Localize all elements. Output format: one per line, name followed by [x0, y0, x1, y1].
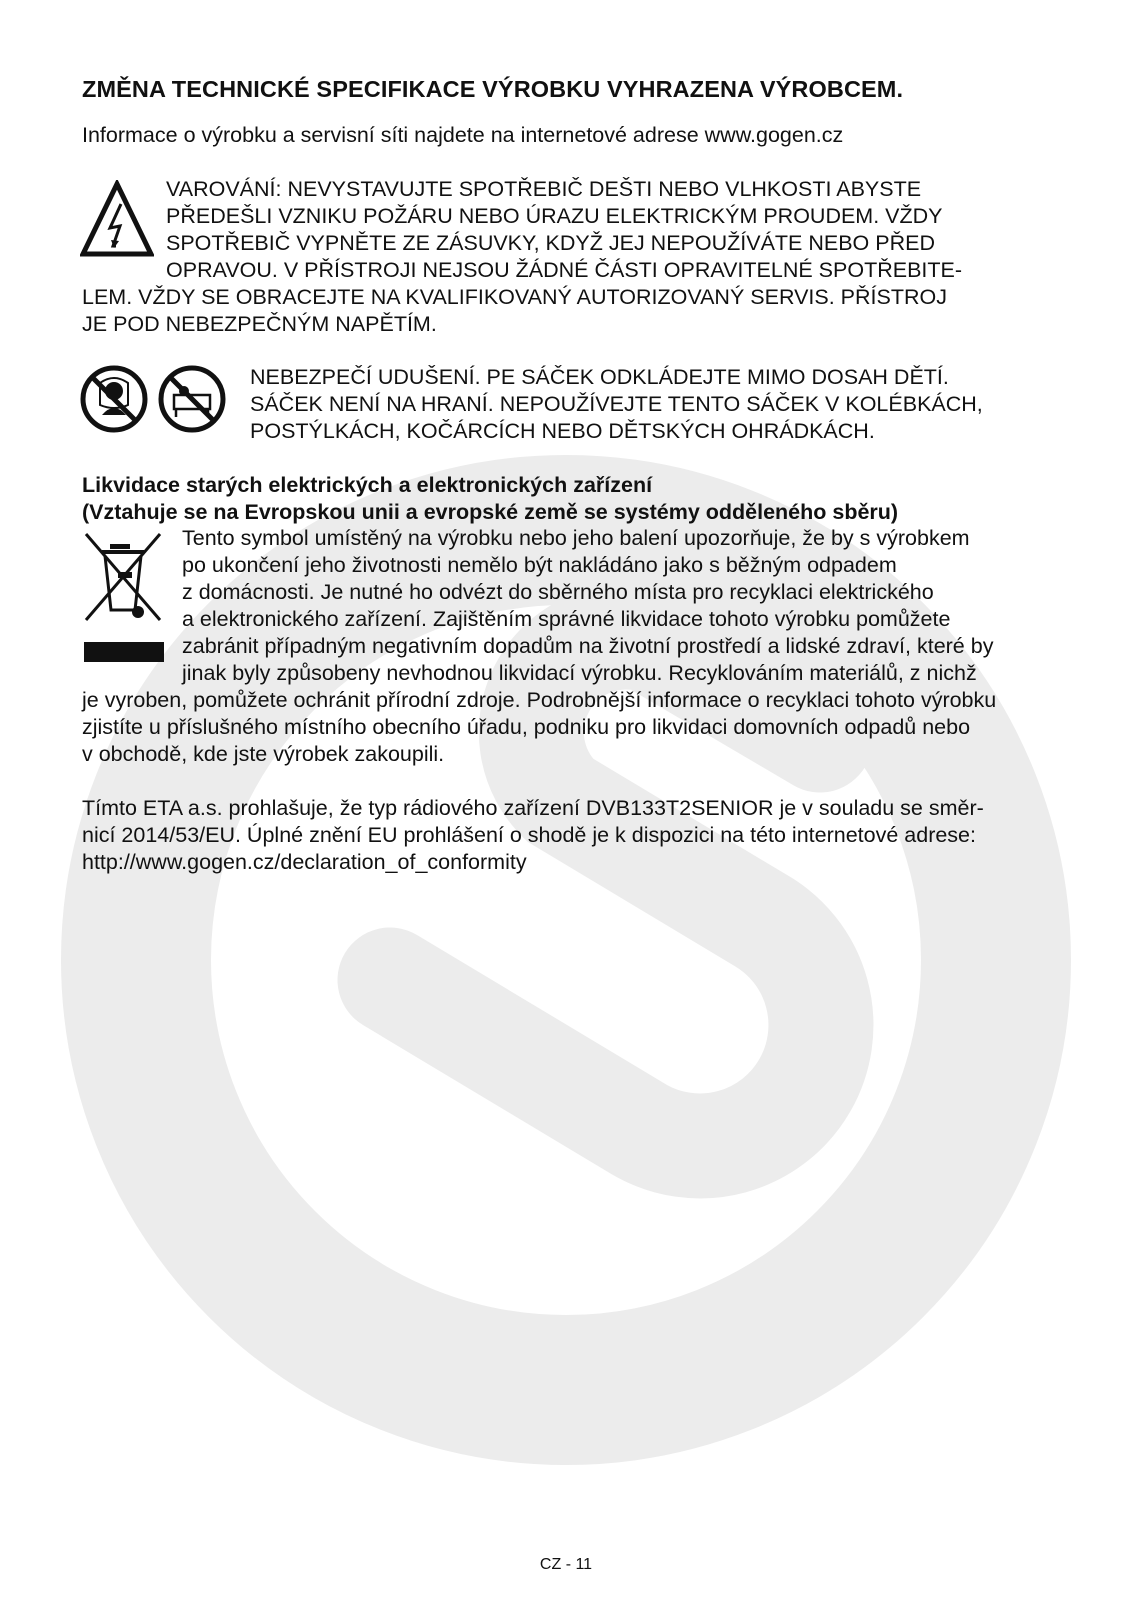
declaration-url: http://www.gogen.cz/declaration_of_conformity	[82, 850, 527, 874]
disposal-heading: Likvidace starých elektrických a elektronických zařízení	[82, 473, 653, 497]
suffocation-line: POSTÝLKÁCH, KOČÁRCÍCH NEBO DĚTSKÝCH OHRÁDKÁCH.	[250, 419, 875, 443]
warning-line: LEM. VŽDY SE OBRACEJTE NA KVALIFIKOVANÝ AUTORIZOVANÝ SERVIS. PŘÍSTROJ	[82, 285, 947, 309]
electric-shock-warning-icon	[80, 180, 154, 260]
disposal-line: je vyroben, pomůžete ochránit přírodní zdroje. Podrobnější informace o recyklaci tohoto výrobku	[82, 688, 997, 712]
crossed-out-wheelie-bin-icon	[80, 532, 168, 666]
declaration-line: nicí 2014/53/EU. Úplné znění EU prohlášení o shodě je k dispozici na této internetové adrese:	[82, 823, 976, 847]
disposal-subheading: (Vztahuje se na Evropskou unii a evropské země se systémy odděleného sběru)	[82, 500, 899, 524]
info-line: Informace o výrobku a servisní síti najdete na internetové adrese www.gogen.cz	[82, 123, 844, 147]
disposal-line: jinak byly způsobeny nevhodnou likvidací výrobku. Recyklováním materiálů, z nichž	[182, 661, 977, 685]
no-bag-over-head-icon	[80, 365, 148, 433]
warning-line: SPOTŘEBIČ VYPNĚTE ZE ZÁSUVKY, KDYŽ JEJ NEPOUŽÍVÁTE NEBO PŘED	[166, 231, 935, 255]
disposal-line: a elektronického zařízení. Zajištěním správné likvidace tohoto výrobku pomůžete	[182, 607, 951, 631]
disposal-line: zjistíte u příslušného místního obecního úřadu, podniku pro likvidaci domovních odpadů nebo	[82, 715, 971, 739]
declaration-line: Tímto ETA a.s. prohlašuje, že typ rádiového zařízení DVB133T2SENIOR je v souladu se směr-	[82, 796, 984, 820]
suffocation-line: SÁČEK NENÍ NA HRANÍ. NEPOUŽÍVEJTE TENTO SÁČEK V KOLÉBKÁCH,	[250, 392, 983, 416]
warning-line: VAROVÁNÍ: NEVYSTAVUJTE SPOTŘEBIČ DEŠTI NEBO VLHKOSTI ABYSTE	[166, 177, 922, 201]
no-bag-in-crib-icon	[158, 365, 226, 433]
page-number: CZ - 11	[539, 1556, 593, 1573]
warning-line: PŘEDEŠLI VZNIKU POŽÁRU NEBO ÚRAZU ELEKTRICKÝM PROUDEM. VŽDY	[166, 204, 943, 228]
page-title: ZMĚNA TECHNICKÉ SPECIFIKACE VÝROBKU VYHRAZENA VÝROBCEM.	[82, 76, 904, 102]
disposal-line: zabránit případným negativním dopadům na životní prostředí a lidské zdraví, které by	[182, 634, 994, 658]
disposal-line: po ukončení jeho životnosti nemělo být nakládáno jako s běžným odpadem	[182, 553, 897, 577]
warning-line: OPRAVOU. V PŘÍSTROJI NEJSOU ŽÁDNÉ ČÁSTI OPRAVITELNÉ SPOTŘEBITE-	[166, 258, 963, 282]
disposal-line: Tento symbol umístěný na výrobku nebo jeho balení upozorňuje, že by s výrobkem	[182, 526, 970, 550]
suffocation-line: NEBEZPEČÍ UDUŠENÍ. PE SÁČEK ODKLÁDEJTE MIMO DOSAH DĚTÍ.	[250, 365, 949, 389]
disposal-line: z domácnosti. Je nutné ho odvézt do sběrného místa pro recyklaci elektrického	[182, 580, 934, 604]
warning-line: JE POD NEBEZPEČNÝM NAPĚTÍM.	[82, 312, 437, 336]
disposal-line: v obchodě, kde jste výrobek zakoupili.	[82, 742, 445, 766]
